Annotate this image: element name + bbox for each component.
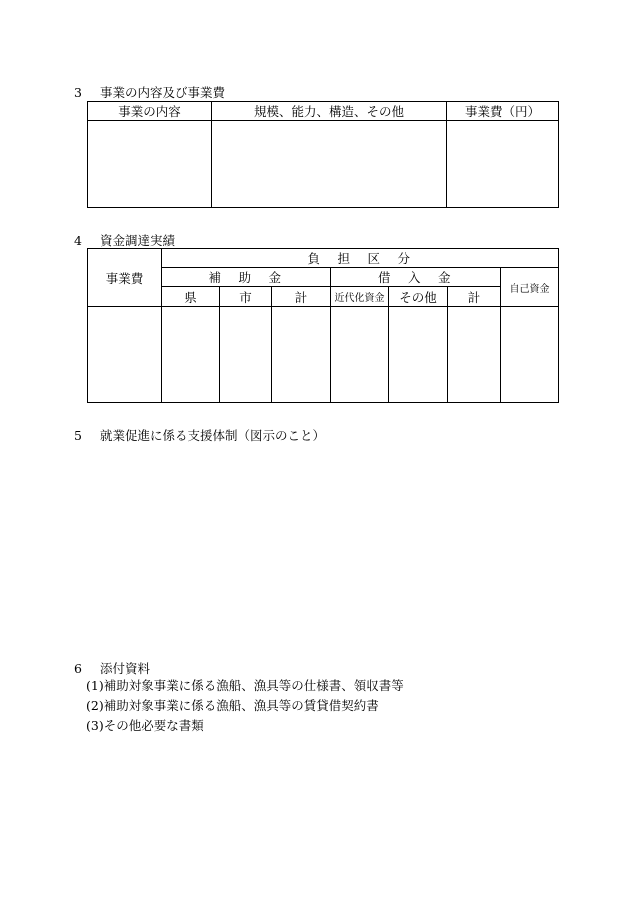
header-scale-capacity-structure: 規模、能力、構造、その他 (212, 102, 447, 121)
header-other: その他 (389, 287, 448, 307)
section-3-heading (74, 83, 225, 101)
section-5-number: 5 (74, 428, 82, 443)
section-6-heading (74, 659, 150, 677)
header-burden-category: 負 担 区 分 (162, 249, 559, 268)
header-modernization-fund: 近代化資金 (331, 287, 389, 307)
header-project-cost: 事業費 (88, 249, 162, 307)
header-own-funds: 自己資金 (501, 268, 559, 307)
section-4-heading (74, 231, 175, 249)
section-6-title: 添付資料 (100, 661, 151, 676)
funding-table (87, 248, 559, 403)
attachment-item: (3)その他必要な書類 (86, 718, 204, 733)
cell-subsidy-total (272, 307, 331, 403)
header-subsidy: 補 助 金 (162, 268, 331, 287)
attachment-item: (2)補助対象事業に係る漁船、漁具等の賃貸借契約書 (86, 698, 379, 713)
section-5-title: 就業促進に係る支援体制（図示のこと） (100, 428, 326, 443)
section-4-title: 資金調達実績 (100, 233, 176, 248)
header-loan: 借 入 金 (331, 268, 501, 287)
cell-project-cost (88, 307, 162, 403)
section-3-title: 事業の内容及び事業費 (100, 85, 226, 100)
project-content-table (87, 101, 559, 208)
section-3-number: 3 (74, 85, 82, 100)
cell-other (389, 307, 448, 403)
cell-modernization-fund (331, 307, 389, 403)
header-loan-total: 計 (448, 287, 501, 307)
header-project-cost: 事業費（円） (447, 102, 559, 121)
cell-scale-capacity-structure (212, 121, 447, 208)
section-5-heading (74, 426, 325, 444)
section-4-number: 4 (74, 233, 82, 248)
section-6-number: 6 (74, 661, 82, 676)
cell-city (220, 307, 272, 403)
cell-project-cost (447, 121, 559, 208)
header-subsidy-total: 計 (272, 287, 331, 307)
header-city: 市 (220, 287, 272, 307)
cell-project-content (88, 121, 212, 208)
attachment-item: (1)補助対象事業に係る漁船、漁具等の仕様書、領収書等 (86, 678, 404, 693)
attachment-list (86, 676, 404, 736)
cell-loan-total (448, 307, 501, 403)
header-prefecture: 県 (162, 287, 220, 307)
cell-own-funds (501, 307, 559, 403)
cell-prefecture (162, 307, 220, 403)
header-project-content: 事業の内容 (88, 102, 212, 121)
